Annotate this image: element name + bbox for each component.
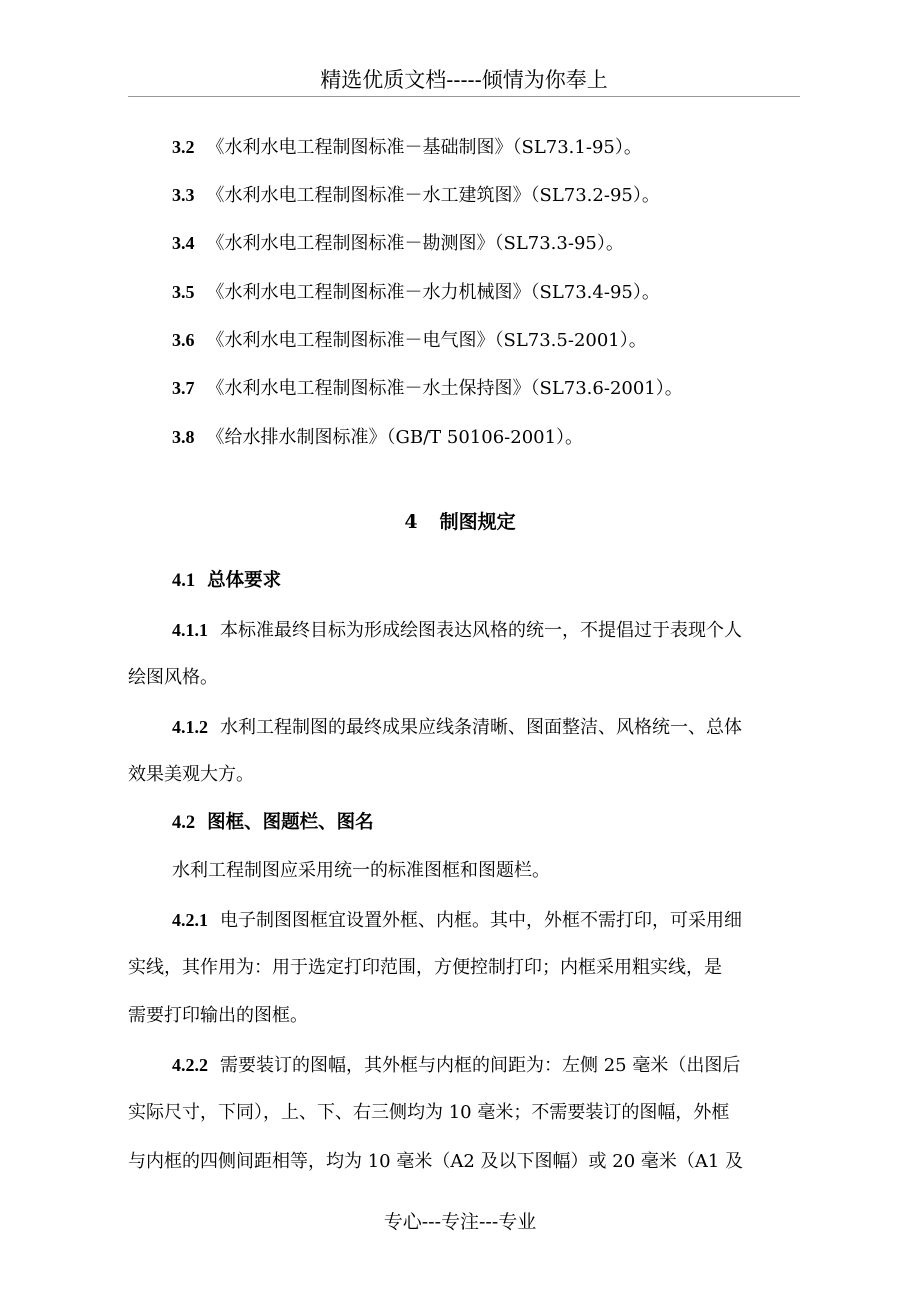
section-title: 总体要求 (207, 570, 282, 591)
paragraph-line: 实际尺寸，下同），上、下、右三侧均为 10 毫米；不需要装订的图幅，外框 (128, 1102, 730, 1123)
page-footer: 专心---专注---专业 (383, 1211, 537, 1233)
paragraph-line: 效果美观大方。 (128, 764, 254, 785)
reference-number: 3.7 (172, 378, 195, 398)
paragraph-line: 需要打印输出的图框。 (128, 1005, 308, 1026)
page-header: 精选优质文档-----倾情为你奉上 (128, 64, 800, 97)
paragraph-text: 本标准最终目标为形成绘图表达风格的统一，不提倡过于表现个人 (220, 620, 742, 641)
reference-number: 3.8 (172, 427, 195, 447)
clause-number: 4.1.2 (172, 717, 208, 737)
reference-item (172, 230, 624, 257)
reference-item (172, 375, 683, 402)
reference-text: 《水利水电工程制图标准－勘测图》（SL73.3-95）。 (206, 233, 624, 254)
paragraph-line (172, 617, 742, 644)
reference-number: 3.2 (172, 137, 195, 157)
reference-number: 3.4 (172, 233, 195, 253)
reference-text: 《水利水电工程制图标准－水工建筑图》（SL73.2-95）。 (206, 185, 660, 206)
reference-text: 《水利水电工程制图标准－电气图》（SL73.5-2001）。 (206, 330, 647, 351)
reference-item (172, 327, 647, 354)
chapter-number: 4 (404, 511, 418, 533)
reference-text: 《水利水电工程制图标准－水土保持图》（SL73.6-2001）。 (206, 378, 683, 399)
reference-item (172, 424, 583, 451)
reference-item (172, 279, 660, 306)
reference-number: 3.5 (172, 282, 195, 302)
chapter-heading (0, 508, 920, 536)
section-number: 4.2 (172, 813, 196, 833)
clause-number: 4.2.1 (172, 910, 208, 930)
paragraph-line: 绘图风格。 (128, 667, 218, 688)
chapter-title: 制图规定 (439, 511, 516, 533)
paragraph-line (172, 1052, 740, 1079)
reference-number: 3.6 (172, 330, 195, 350)
reference-text: 《水利水电工程制图标准－基础制图》（SL73.1-95）。 (206, 137, 642, 158)
reference-text: 《水利水电工程制图标准－水力机械图》（SL73.4-95）。 (206, 282, 660, 303)
section-heading (172, 568, 281, 594)
paragraph-text: 水利工程制图的最终成果应线条清晰、图面整洁、风格统一、总体 (220, 717, 742, 738)
paragraph-text: 需要装订的图幅，其外框与内框的间距为：左侧 25 毫米（出图后 (220, 1055, 741, 1076)
section-heading (172, 810, 374, 836)
paragraph-line (172, 714, 742, 741)
paragraph-line: 实线，其作用为：用于选定打印范围，方便控制打印；内框采用粗实线，是 (128, 957, 722, 978)
clause-number: 4.1.1 (172, 620, 208, 640)
reference-text: 《给水排水制图标准》（GB/T 50106-2001）。 (206, 427, 584, 448)
clause-number: 4.2.2 (172, 1055, 208, 1075)
reference-item (172, 134, 642, 161)
paragraph-line (172, 907, 742, 934)
reference-item (172, 182, 660, 209)
paragraph-text: 电子制图图框宜设置外框、内框。其中，外框不需打印，可采用细 (220, 910, 742, 931)
section-number: 4.1 (172, 571, 196, 591)
reference-number: 3.3 (172, 185, 195, 205)
paragraph-line: 与内框的四侧间距相等，均为 10 毫米（A2 及以下图幅）或 20 毫米（A1 及 (128, 1151, 744, 1172)
section-title: 图框、图题栏、图名 (207, 812, 374, 833)
paragraph-line: 水利工程制图应采用统一的标准图框和图题栏。 (172, 860, 550, 881)
